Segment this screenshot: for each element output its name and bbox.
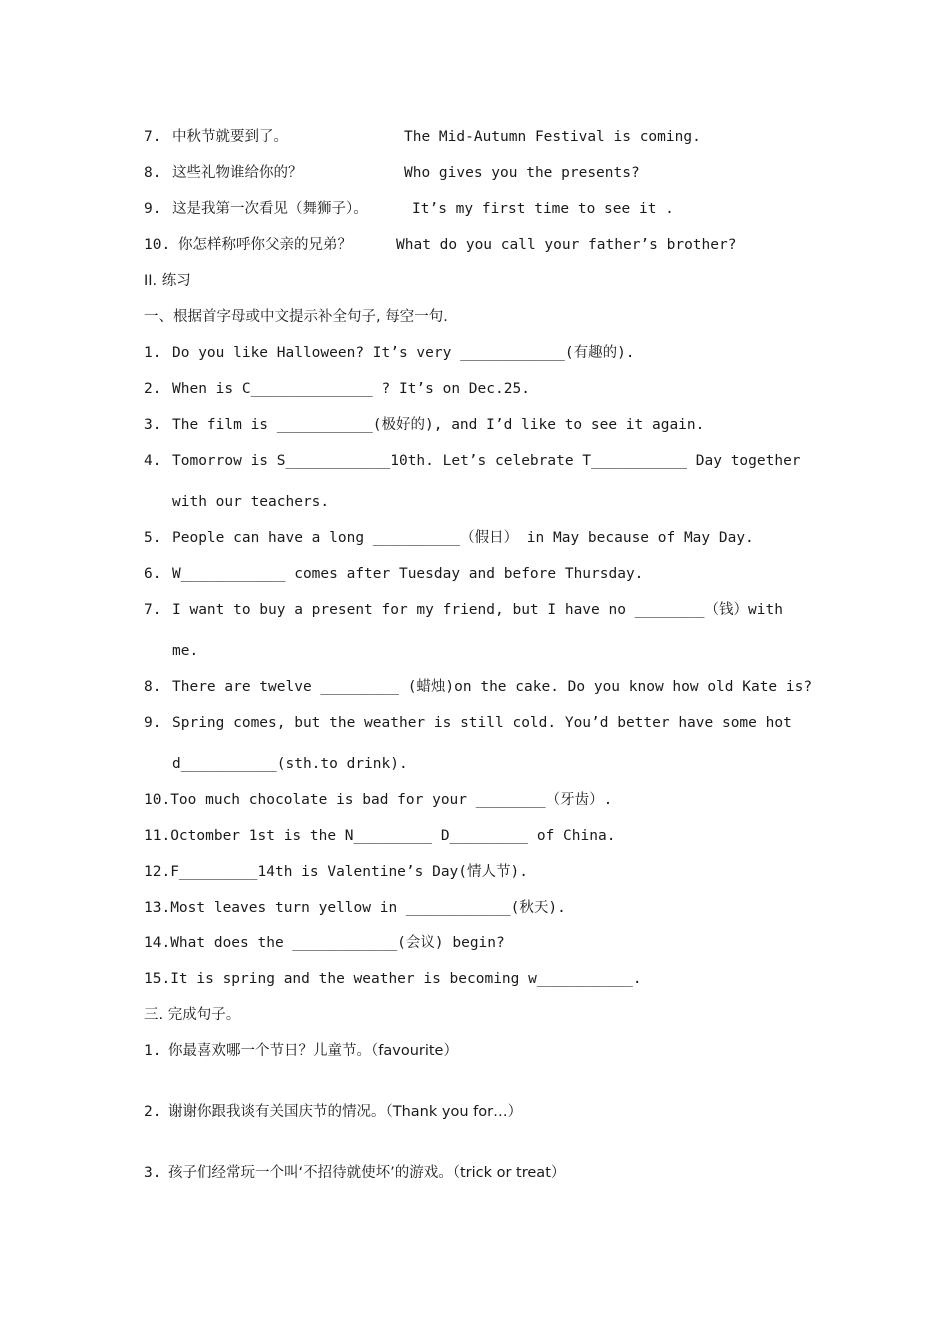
exercise-number: 3. [144,417,162,433]
exercise-item [144,898,812,918]
exercise-item [144,677,812,697]
exercise-item [144,969,812,989]
part-one-title: 一、根据首字母或中文提示补全句子, 每空一句. [144,309,448,325]
translation-text: 你最喜欢哪一个节日？儿童节。（favourite） [168,1043,458,1059]
vocab-english: It’s my first time to see it . [412,201,674,217]
exercise-item [144,933,812,953]
vocab-item-8 [144,163,812,183]
exercise-text: People can have a long __________（假日） in May because of May Day. [172,530,754,546]
vocab-english: Who gives you the presents? [404,165,640,181]
exercise-item [144,790,812,810]
vocab-number: 7. [144,129,162,145]
exercise-number: 7. [144,602,162,618]
exercise-number: 2. [144,381,162,397]
exercise-number: 9. [144,715,162,731]
exercise-item [144,713,812,733]
exercise-text: There are twelve _________ (蜡烛)on the cake. Do you know how old Kate is? [172,679,813,695]
vocab-item-7 [144,127,812,147]
exercise-number: 5. [144,530,162,546]
vocab-english: The Mid-Autumn Festival is coming. [404,129,701,145]
exercise-number: 6. [144,566,162,582]
translation-text: 谢谢你跟我谈有关国庆节的情况。（Thank you for…） [168,1104,523,1120]
exercise-number: 8. [144,679,162,695]
exercise-item [144,343,812,363]
exercise-text: Tomorrow is S____________10th. Let’s celebrate T___________ Day together [172,453,801,469]
vocab-chinese: 这是我第一次看见（舞狮子）。 [172,201,368,217]
vocab-chinese: 这些礼物谁给你的？ [172,165,303,181]
exercise-text: When is C______________ ? It’s on Dec.25. [172,381,530,397]
exercise-text: Octomber 1st is the N_________ D_________ of China. [170,828,616,844]
exercise-item [144,379,812,399]
exercise-text: Do you like Halloween? It’s very ____________(有趣的). [172,345,635,361]
exercise-text: F_________14th is Valentine’s Day(情人节). [170,864,528,880]
exercise-item [144,528,812,548]
exercise-number: 1. [144,345,162,361]
exercise-item [144,451,812,471]
exercise-text: Too much chocolate is bad for your ________（牙齿）. [170,792,613,808]
exercise-item [144,600,812,620]
exercise-item [144,862,812,882]
exercise-text: The film is ___________(极好的), and I’d like to see it again. [172,417,705,433]
exercise-item [144,826,812,846]
exercise-item [144,415,812,435]
exercise-number: 15. [144,971,171,987]
vocab-chinese: 中秋节就要到了。 [172,129,288,145]
exercise-number: 13. [144,900,171,916]
exercise-continuation: d___________(sth.to drink). [172,756,408,772]
part-three-title: 三. 完成句子。 [144,1007,241,1023]
vocab-item-10 [144,235,812,255]
exercise-text: It is spring and the weather is becoming w___________. [170,971,642,987]
exercise-number: 14. [144,935,171,951]
vocab-english: What do you call your father’s brother? [396,237,737,253]
exercise-item [144,564,812,584]
exercise-text: W____________ comes after Tuesday and before Thursday. [172,566,644,582]
exercise-number: 12. [144,864,171,880]
translation-item [144,1041,812,1061]
exercise-text: I want to buy a present for my friend, but I have no ________（钱）with [172,602,783,618]
vocab-chinese: 你怎样称呼你父亲的兄弟？ [178,237,352,253]
exercise-number: 4. [144,453,162,469]
exercise-number: 10. [144,792,171,808]
translation-text: 孩子们经常玩一个叫‘不招待就使坏’的游戏。（trick or treat） [168,1165,566,1181]
vocab-item-9 [144,199,812,219]
exercise-continuation: with our teachers. [172,494,330,510]
exercise-continuation: me. [172,643,199,659]
translation-number: 3. [144,1165,162,1181]
exercise-text: Most leaves turn yellow in ____________(秋天). [170,900,566,916]
exercise-number: 11. [144,828,171,844]
translation-number: 1. [144,1043,162,1059]
vocab-number: 10. [144,237,171,253]
vocab-number: 8. [144,165,162,181]
exercise-text: What does the ____________(会议) begin? [170,935,505,951]
translation-number: 2. [144,1104,162,1120]
section-title: II. 练习 [144,273,191,289]
exercise-text: Spring comes, but the weather is still cold. You’d better have some hot [172,715,792,731]
vocab-number: 9. [144,201,162,217]
translation-item [144,1163,812,1183]
translation-item [144,1102,812,1122]
